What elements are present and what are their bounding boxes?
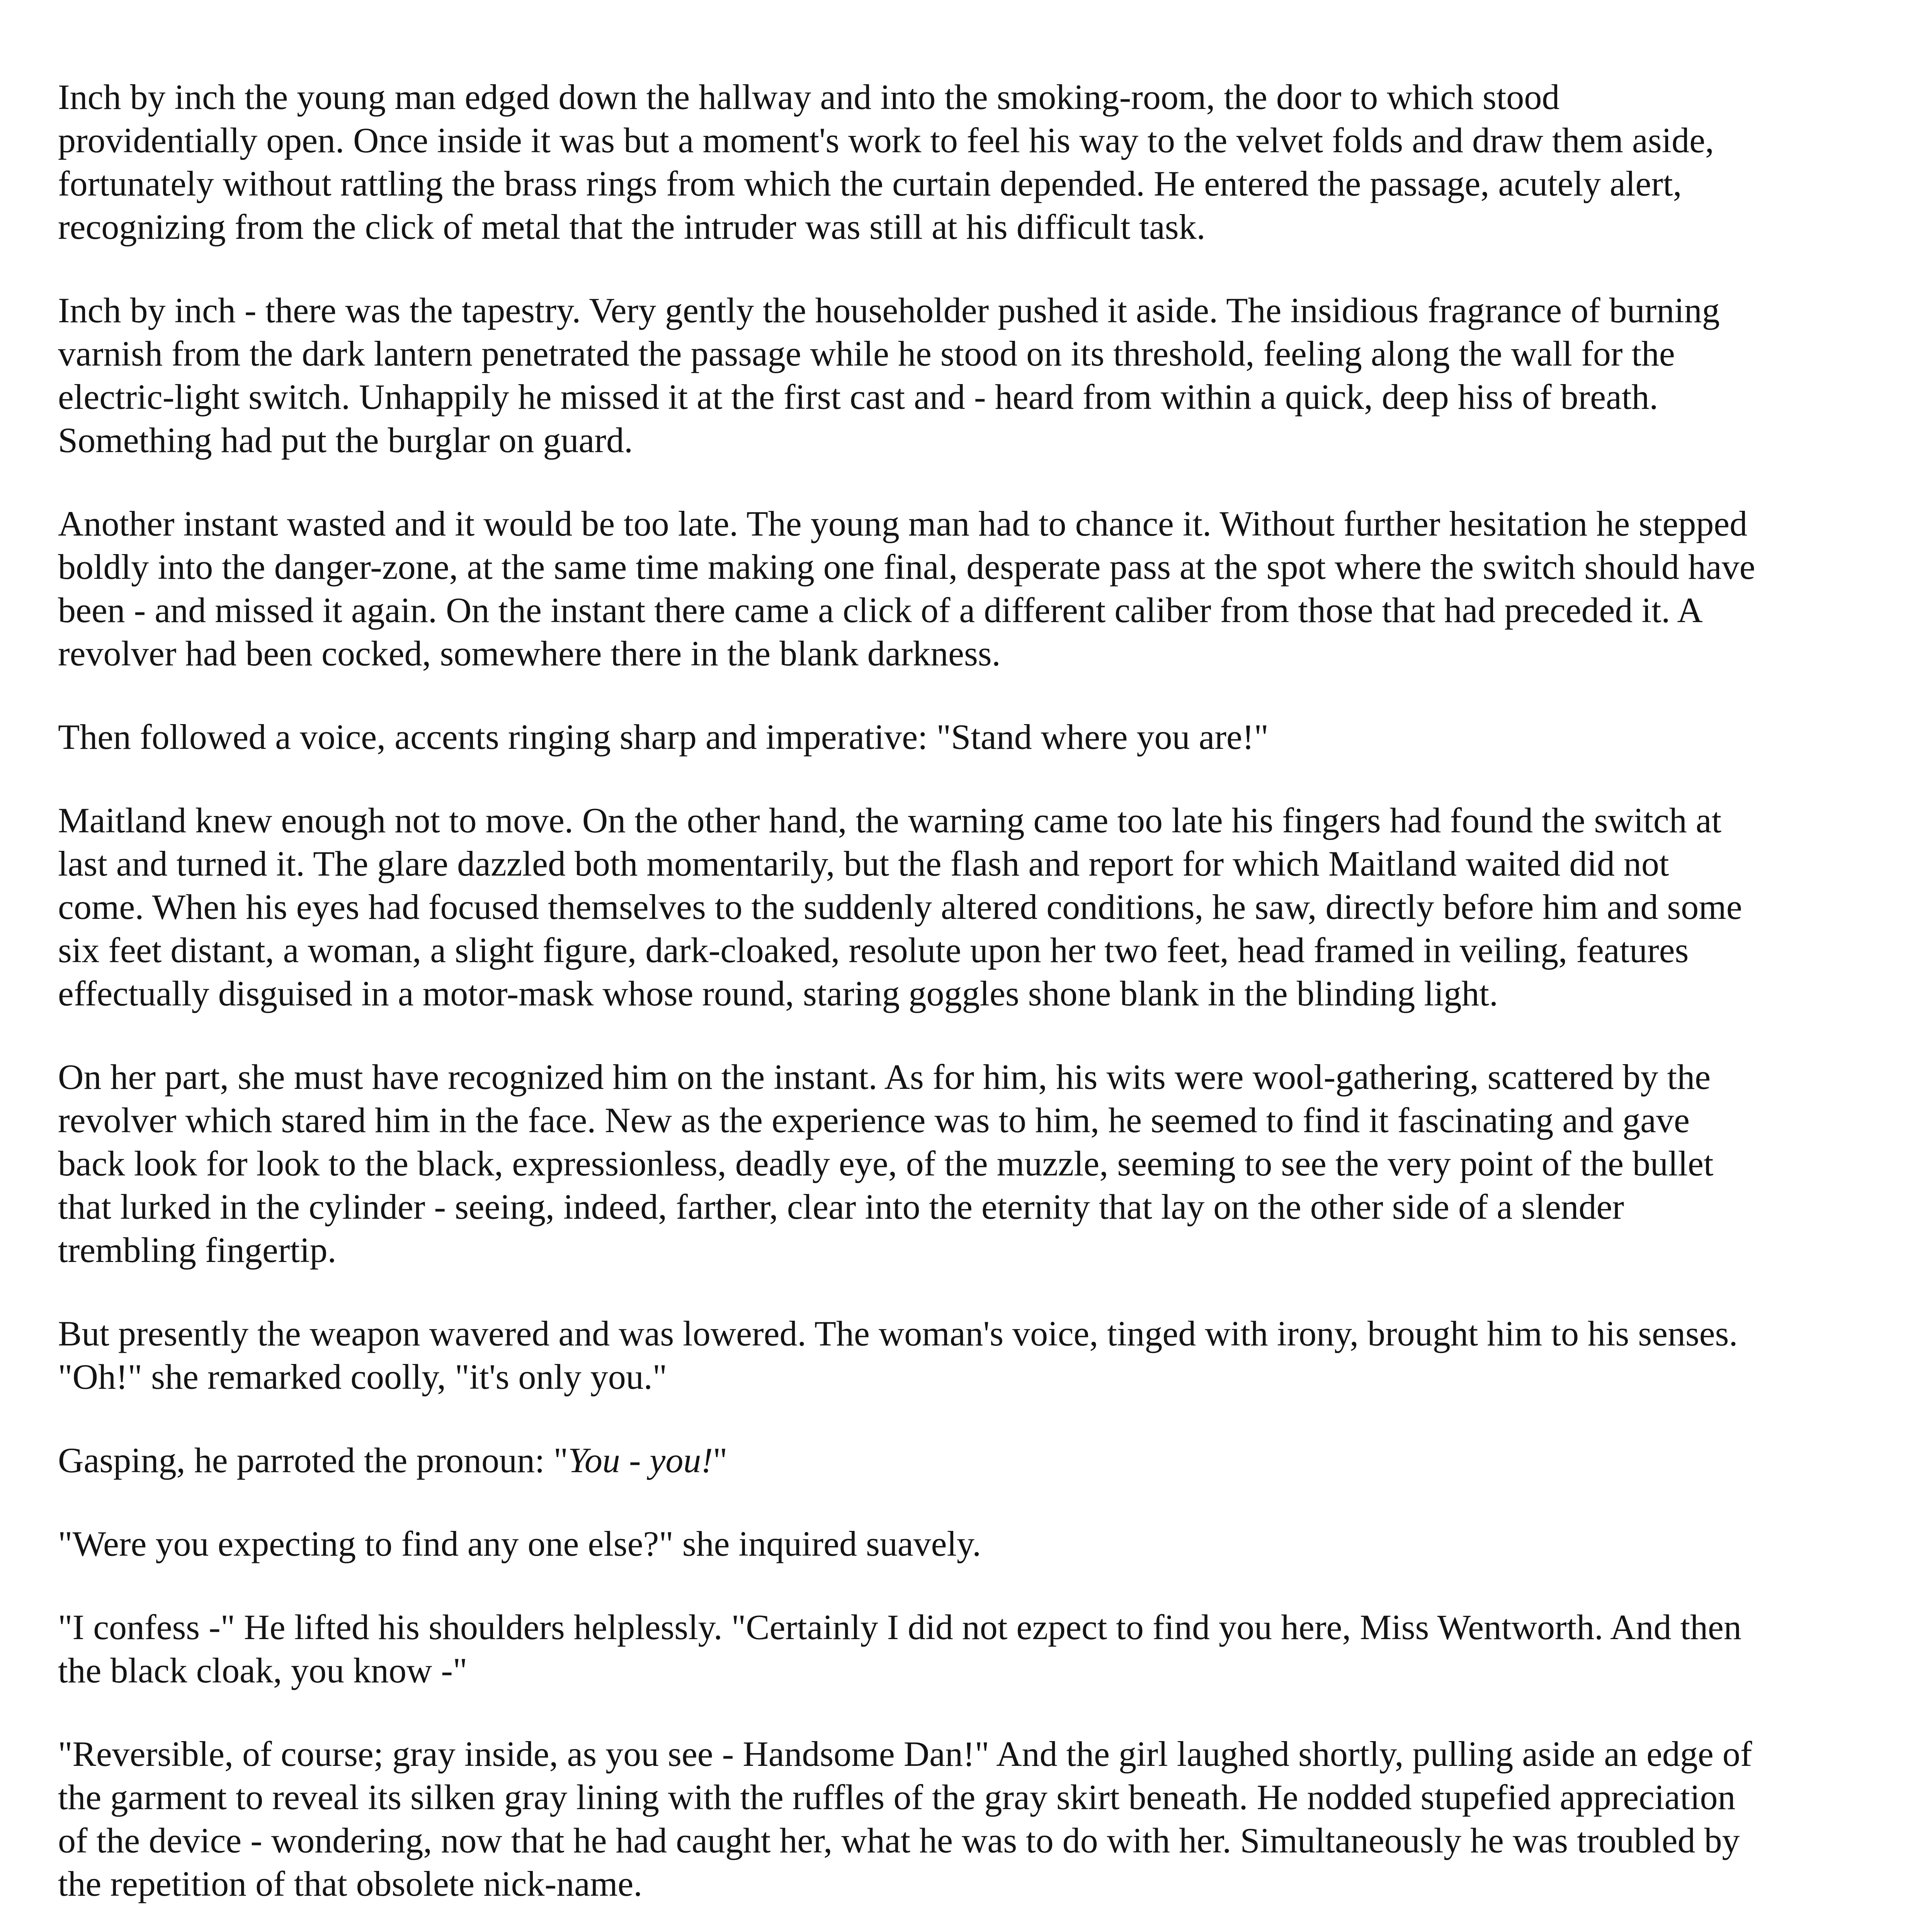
text-line: On her part, she must have recognized him on the instant. As for him, his wits were wool-gathering, scattered by the [58,1057,1711,1097]
text-line: last and turned it. The glare dazzled both momentarily, but the flash and report for which Maitland waited did not [58,844,1669,883]
text-line: fortunately without rattling the brass rings from which the curtain depended. He entered the passage, acutely alert, [58,164,1682,203]
paragraph-4 [58,715,1917,759]
text-line: back look for look to the black, expressionless, deadly eye, of the muzzle, seeming to see the very point of the bullet [58,1144,1714,1183]
paragraph-2 [58,289,1917,462]
document-body [58,75,1917,1932]
text-line: of the device - wondering, now that he had caught her, what he was to do with her. Simultaneously he was troubled by [58,1821,1740,1860]
paragraph-6 [58,1055,1917,1272]
text-line: the black cloak, you know -" [58,1651,468,1690]
text-line: Another instant wasted and it would be too late. The young man had to chance it. Without further hesitation he stepped [58,504,1748,543]
text-line: six feet distant, a woman, a slight figure, dark-cloaked, resolute upon her two feet, head framed in veiling, features [58,930,1689,970]
text-line: providentially open. Once inside it was but a moment's work to feel his way to the velvet folds and draw them aside, [58,121,1714,160]
text-line: revolver which stared him in the face. New as the experience was to him, he seemed to find it fascinating and gave [58,1100,1690,1140]
text-line: varnish from the dark lantern penetrated the passage while he stood on its threshold, feeling along the wall for the [58,334,1675,373]
text-line: "I confess -" He lifted his shoulders helplessly. "Certainly I did not ezpect to find you here, Miss Wentworth. And then [58,1607,1742,1647]
text-line: "Were you expecting to find any one else?" she inquired suavely. [58,1524,981,1563]
text-line: Then followed a voice, accents ringing sharp and imperative: "Stand where you are!" [58,717,1269,757]
text-line: the garment to reveal its silken gray lining with the ruffles of the gray skirt beneath. He nodded stupefied appreciation [58,1777,1736,1817]
text-line: been - and missed it again. On the instant there came a click of a different caliber from those that had preceded it. A [58,590,1703,630]
text-line: Inch by inch the young man edged down the hallway and into the smoking-room, the door to which stood [58,77,1560,117]
text-line: trembling fingertip. [58,1230,337,1270]
text-line: recognizing from the click of metal that the intruder was still at his difficult task. [58,207,1206,247]
paragraph-5 [58,799,1917,1015]
paragraph-7 [58,1312,1917,1398]
paragraph-10 [58,1605,1917,1692]
text-line: boldly into the danger-zone, at the same time making one final, desperate pass at the spot where the switch should have [58,547,1755,587]
paragraph-11 [58,1732,1917,1905]
text-line: Inch by inch - there was the tapestry. Very gently the householder pushed it aside. The insidious fragrance of burning [58,291,1720,330]
paragraph-8 [58,1439,1917,1482]
text-line: that lurked in the cylinder - seeing, indeed, farther, clear into the eternity that lay on the other side of a slender [58,1187,1624,1226]
text-segment: Gasping, he parroted the pronoun: " [58,1440,568,1480]
text-line: But presently the weapon wavered and was lowered. The woman's voice, tinged with irony, brought him to his senses. [58,1314,1738,1353]
italic-text: You - you! [568,1440,713,1480]
paragraph-9 [58,1522,1917,1565]
text-line: Maitland knew enough not to move. On the other hand, the warning came too late his fingers had found the switch at [58,801,1722,840]
text-line [58,1440,728,1480]
text-line: the repetition of that obsolete nick-name. [58,1864,643,1903]
text-line: "Oh!" she remarked coolly, "it's only you." [58,1357,667,1396]
paragraph-1 [58,75,1917,248]
text-line: effectually disguised in a motor-mask whose round, staring goggles shone blank in the blinding light. [58,974,1498,1013]
text-line: Something had put the burglar on guard. [58,420,633,460]
text-line: "Reversible, of course; gray inside, as you see - Handsome Dan!" And the girl laughed shortly, pulling aside an edge of [58,1734,1752,1774]
text-line: come. When his eyes had focused themselves to the suddenly altered conditions, he saw, directly before him and some [58,887,1742,927]
text-segment: " [713,1440,728,1480]
paragraph-3 [58,502,1917,675]
text-line: electric-light switch. Unhappily he missed it at the first cast and - heard from within a quick, deep hiss of breath. [58,377,1658,417]
text-line: revolver had been cocked, somewhere there in the blank darkness. [58,634,1001,673]
